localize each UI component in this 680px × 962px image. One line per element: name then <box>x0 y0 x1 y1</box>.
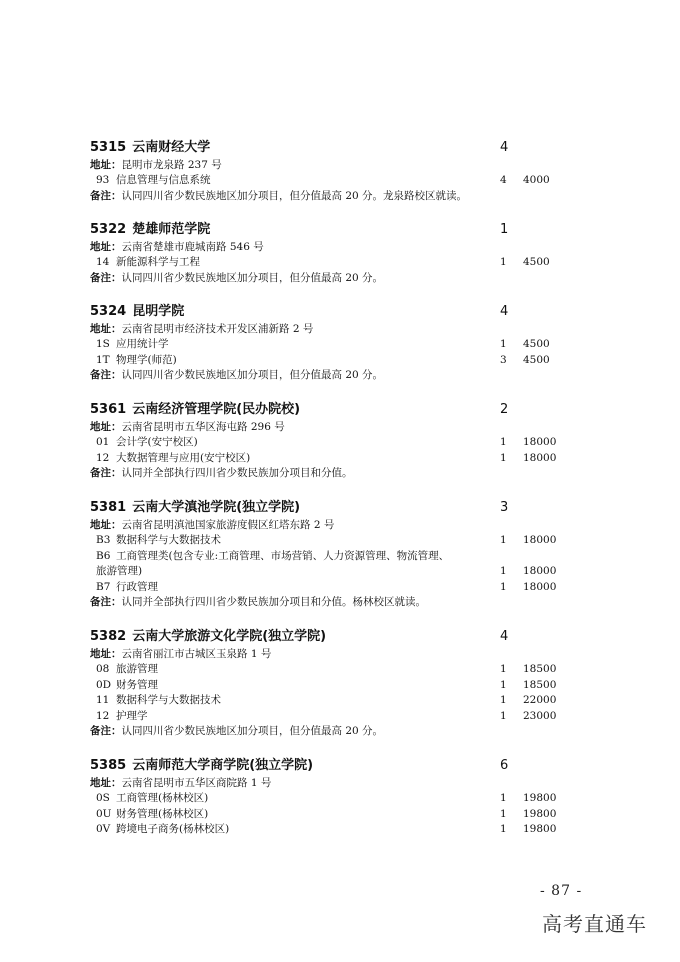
institution-block <box>90 400 570 481</box>
major-count: 1 <box>500 534 507 546</box>
major-count: 1 <box>500 338 507 350</box>
institution-plan-count: 1 <box>500 222 509 237</box>
major-code: 11 <box>96 694 110 706</box>
note-label: 备注： <box>90 725 122 737</box>
major-code: 14 <box>96 256 110 268</box>
major-count: 1 <box>500 663 507 675</box>
address-text: 云南省楚雄市鹿城南路 546 号 <box>121 241 264 253</box>
major-row <box>90 337 570 353</box>
institution-code: 5361 <box>90 402 127 417</box>
note-line <box>90 271 570 286</box>
note-label: 备注： <box>90 596 122 608</box>
note-line <box>90 466 570 481</box>
major-row <box>90 451 570 467</box>
institution-name: 云南师范大学商学院(独立学院) <box>132 758 314 773</box>
note-line <box>90 189 570 204</box>
major-fee: 19800 <box>523 807 557 820</box>
institution-code: 5381 <box>90 500 127 515</box>
major-name: 旅游管理 <box>116 663 158 675</box>
note-text: 认同并全部执行四川省少数民族加分项目和分值。 <box>121 467 353 479</box>
institution-header <box>90 627 570 647</box>
major-fee: 19800 <box>523 792 557 804</box>
institution-header <box>90 138 570 158</box>
major-code: 12 <box>96 709 110 722</box>
major-name: 财务管理(杨林校区) <box>116 807 209 820</box>
page-number: - 87 - <box>540 883 583 899</box>
address-text: 云南省昆明市经济技术开发区浦新路 2 号 <box>121 323 314 335</box>
major-count: 1 <box>500 678 507 691</box>
address-label: 地址： <box>90 323 122 335</box>
major-code: 0V <box>96 823 111 835</box>
institution-header <box>90 498 570 518</box>
major-fee: 18500 <box>523 678 557 691</box>
major-fee: 4500 <box>523 353 550 366</box>
institution-block <box>90 498 570 610</box>
major-name: 新能源科学与工程 <box>116 256 200 268</box>
major-fee: 23000 <box>523 709 557 722</box>
address-line <box>90 776 570 791</box>
address-label: 地址： <box>90 777 122 789</box>
major-fee: 18000 <box>523 451 557 464</box>
institution-name: 昆明学院 <box>132 304 185 319</box>
major-code: 01 <box>96 436 110 448</box>
major-count: 1 <box>500 580 507 593</box>
major-code: 0S <box>96 792 110 804</box>
note-label: 备注： <box>90 467 122 479</box>
major-name: 信息管理与信息系统 <box>116 174 211 186</box>
address-label: 地址： <box>90 421 122 433</box>
address-line <box>90 518 570 533</box>
note-label: 备注： <box>90 189 122 202</box>
major-name: 物理学(师范) <box>116 353 177 366</box>
major-code: B6 <box>96 549 111 562</box>
address-text: 云南省昆明滇池国家旅游度假区红塔东路 2 号 <box>121 519 335 531</box>
address-label: 地址： <box>90 159 122 171</box>
major-name: 跨境电子商务(杨林校区) <box>116 823 230 835</box>
institution-code: 5324 <box>90 304 127 319</box>
major-row <box>90 533 570 549</box>
note-line <box>90 368 570 383</box>
major-code: 93 <box>96 174 110 186</box>
institution-block <box>90 756 570 838</box>
institution-header <box>90 302 570 322</box>
major-row <box>90 353 570 369</box>
note-text: 认同四川省少数民族地区加分项目，但分值最高 20 分。 <box>121 725 384 737</box>
address-label: 地址： <box>90 648 122 660</box>
address-text: 云南省昆明市五华区海屯路 296 号 <box>121 421 285 433</box>
institution-name: 楚雄师范学院 <box>132 222 211 237</box>
major-row <box>90 580 570 596</box>
major-count: 1 <box>500 807 507 820</box>
major-row <box>90 791 570 807</box>
note-text: 认同四川省少数民族地区加分项目，但分值最高 20 分。龙泉路校区就读。 <box>121 189 468 202</box>
major-count: 1 <box>500 709 507 722</box>
major-row <box>90 678 570 694</box>
major-fee: 18000 <box>523 534 557 546</box>
institution-block <box>90 220 570 286</box>
major-fee: 4500 <box>523 256 550 268</box>
major-fee: 18000 <box>523 565 557 577</box>
major-code: 0D <box>96 678 112 691</box>
institution-name: 云南财经大学 <box>132 140 211 155</box>
address-label: 地址： <box>90 519 122 531</box>
major-fee: 18000 <box>523 436 557 448</box>
institution-code: 5382 <box>90 629 127 644</box>
institution-block <box>90 302 570 383</box>
institution-block <box>90 138 570 204</box>
institution-plan-count: 3 <box>500 500 509 515</box>
note-line <box>90 724 570 739</box>
institution-code: 5385 <box>90 758 127 773</box>
note-label: 备注： <box>90 369 122 381</box>
major-name: 工商管理(杨林校区) <box>116 792 209 804</box>
address-line <box>90 322 570 337</box>
institution-code: 5322 <box>90 222 127 237</box>
major-code: B3 <box>96 534 111 546</box>
major-count: 1 <box>500 694 507 706</box>
institution-plan-count: 4 <box>500 629 509 644</box>
major-count: 1 <box>500 451 507 464</box>
institution-header <box>90 220 570 240</box>
major-name: 工商管理类(包含专业:工商管理、市场营销、人力资源管理、物流管理、 <box>116 549 450 562</box>
note-text: 认同四川省少数民族地区加分项目，但分值最高 20 分。 <box>121 271 384 284</box>
institution-plan-count: 6 <box>500 758 509 773</box>
major-name: 会计学(安宁校区) <box>116 436 198 448</box>
major-row <box>90 693 570 709</box>
note-text: 认同并全部执行四川省少数民族加分项目和分值。杨林校区就读。 <box>121 596 426 608</box>
major-code: 08 <box>96 663 110 675</box>
major-row <box>90 173 570 189</box>
major-name: 数据科学与大数据技术 <box>116 534 221 546</box>
major-fee: 19800 <box>523 823 557 835</box>
address-label: 地址： <box>90 241 122 253</box>
major-name-continuation: 旅游管理) <box>96 565 143 577</box>
address-text: 云南省昆明市五华区商院路 1 号 <box>121 777 272 789</box>
major-count: 3 <box>500 353 507 366</box>
major-name: 应用统计学 <box>116 338 169 350</box>
major-code: 1T <box>96 353 110 366</box>
major-name: 护理学 <box>116 709 148 722</box>
major-code: 0U <box>96 807 112 820</box>
address-text: 云南省丽江市古城区玉泉路 1 号 <box>121 648 272 660</box>
major-fee: 4500 <box>523 338 550 350</box>
major-count: 1 <box>500 792 507 804</box>
institution-name: 云南经济管理学院(民办院校) <box>132 402 301 417</box>
major-count: 1 <box>500 823 507 835</box>
major-name: 行政管理 <box>116 580 158 593</box>
major-fee: 18500 <box>523 663 557 675</box>
major-fee: 22000 <box>523 694 557 706</box>
address-line <box>90 420 570 435</box>
major-name: 财务管理 <box>116 678 158 691</box>
institution-name: 云南大学滇池学院(独立学院) <box>132 500 301 515</box>
address-line <box>90 240 570 255</box>
major-row <box>90 255 570 271</box>
major-row <box>90 435 570 451</box>
institution-header <box>90 756 570 776</box>
major-count: 1 <box>500 565 507 577</box>
major-name: 数据科学与大数据技术 <box>116 694 221 706</box>
major-count: 1 <box>500 256 507 268</box>
note-line <box>90 595 570 610</box>
major-row-continuation <box>90 564 570 580</box>
major-code: B7 <box>96 580 111 593</box>
watermark-text: 高考直通车 <box>542 912 647 936</box>
major-count: 1 <box>500 436 507 448</box>
address-line <box>90 158 570 173</box>
major-row <box>90 549 570 565</box>
institution-block <box>90 627 570 739</box>
institution-plan-count: 2 <box>500 402 509 417</box>
major-count: 4 <box>500 174 507 186</box>
major-row <box>90 709 570 725</box>
major-code: 1S <box>96 338 110 350</box>
institution-header <box>90 400 570 420</box>
major-row <box>90 822 570 838</box>
address-line <box>90 647 570 662</box>
institution-plan-count: 4 <box>500 140 509 155</box>
major-row <box>90 662 570 678</box>
major-code: 12 <box>96 451 110 464</box>
major-row <box>90 807 570 823</box>
institution-name: 云南大学旅游文化学院(独立学院) <box>132 629 327 644</box>
institution-plan-count: 4 <box>500 304 509 319</box>
major-name: 大数据管理与应用(安宁校区) <box>116 451 251 464</box>
note-label: 备注： <box>90 271 122 284</box>
major-fee: 18000 <box>523 580 557 593</box>
institution-code: 5315 <box>90 140 127 155</box>
major-fee: 4000 <box>523 174 550 186</box>
note-text: 认同四川省少数民族地区加分项目，但分值最高 20 分。 <box>121 369 384 381</box>
address-text: 昆明市龙泉路 237 号 <box>121 159 222 171</box>
